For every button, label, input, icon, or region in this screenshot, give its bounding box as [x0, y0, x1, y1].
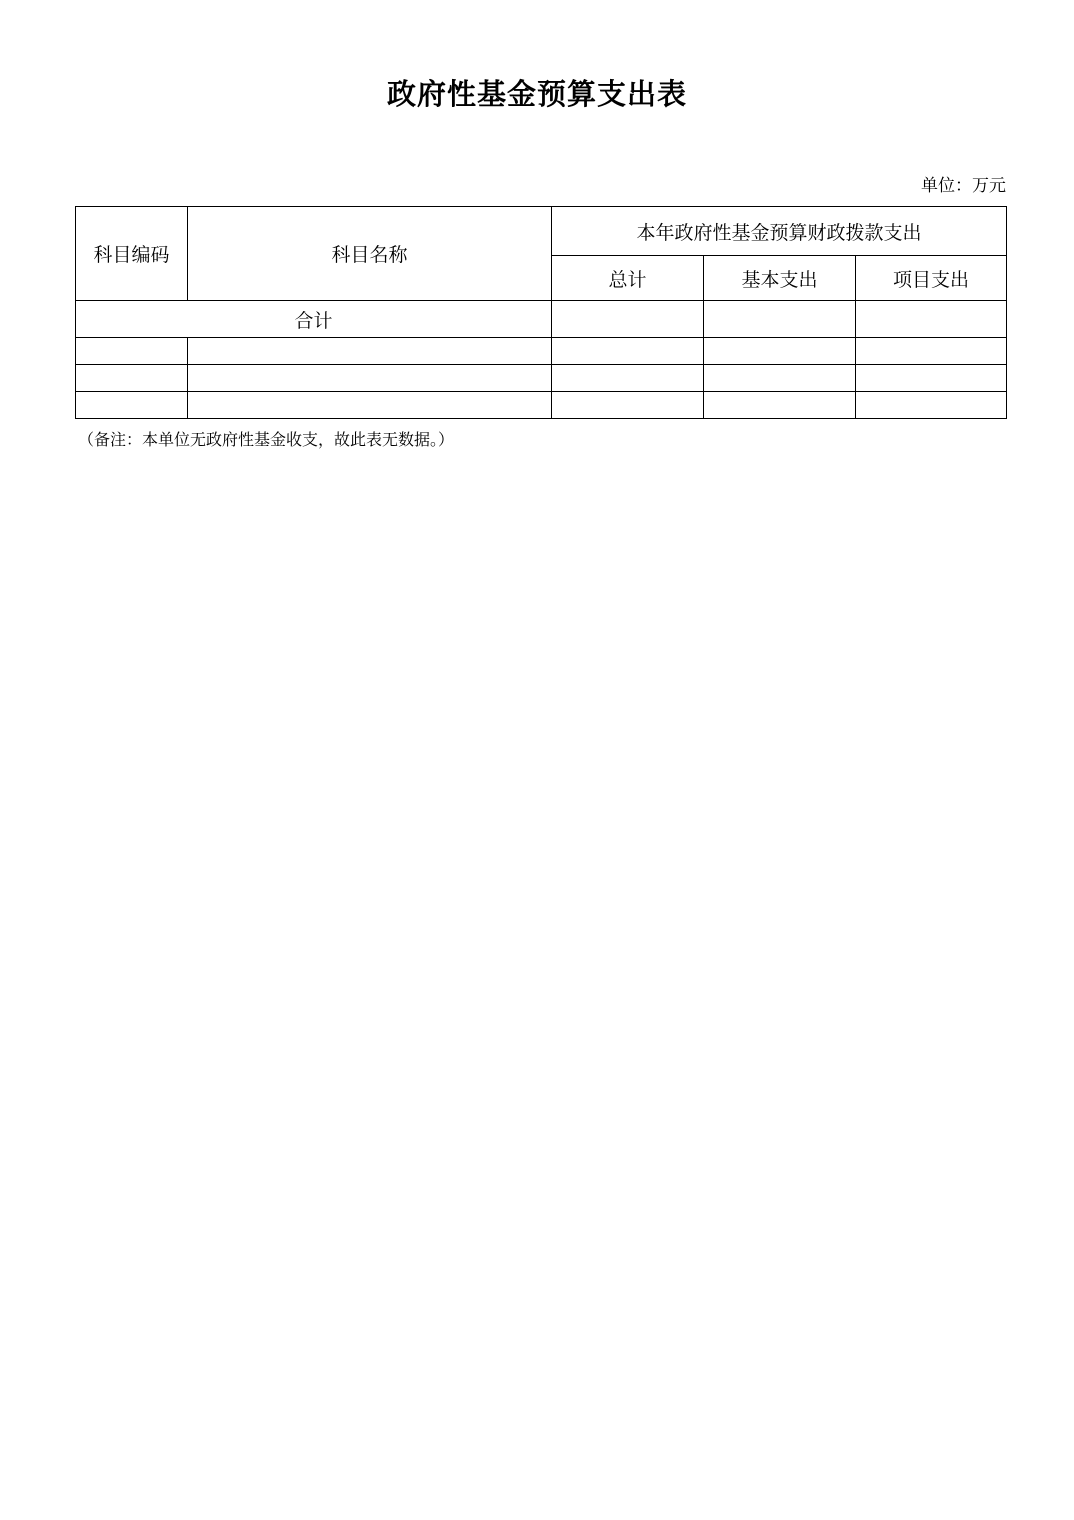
column-header-name: 科目名称	[188, 207, 552, 301]
total-row-project	[856, 301, 1007, 338]
cell-project	[856, 392, 1007, 419]
cell-name	[188, 392, 552, 419]
total-row-basic	[704, 301, 856, 338]
table-row-total	[76, 301, 1007, 338]
cell-code	[76, 365, 188, 392]
total-row-label: 合计	[76, 301, 552, 338]
cell-project	[856, 338, 1007, 365]
cell-name	[188, 338, 552, 365]
cell-total	[552, 392, 704, 419]
budget-expenditure-table	[75, 206, 1007, 419]
cell-name	[188, 365, 552, 392]
table-row	[76, 392, 1007, 419]
cell-project	[856, 365, 1007, 392]
table-note: （备注：本单位无政府性基金收支，故此表无数据。）	[78, 432, 455, 449]
table-row	[76, 338, 1007, 365]
cell-code	[76, 392, 188, 419]
table-header-row-1	[76, 207, 1007, 256]
cell-total	[552, 365, 704, 392]
cell-basic	[704, 338, 856, 365]
cell-total	[552, 338, 704, 365]
table-container	[0, 196, 1074, 419]
table-row	[76, 365, 1007, 392]
column-header-group: 本年政府性基金预算财政拨款支出	[552, 207, 1007, 256]
column-header-total: 总计	[552, 256, 704, 301]
column-header-project: 项目支出	[856, 256, 1007, 301]
column-header-basic: 基本支出	[704, 256, 856, 301]
page-title: 政府性基金预算支出表	[386, 79, 687, 111]
cell-basic	[704, 392, 856, 419]
cell-basic	[704, 365, 856, 392]
cell-code	[76, 338, 188, 365]
total-row-total	[552, 301, 704, 338]
unit-label: 单位：万元	[921, 176, 1006, 195]
column-header-code: 科目编码	[76, 207, 188, 301]
